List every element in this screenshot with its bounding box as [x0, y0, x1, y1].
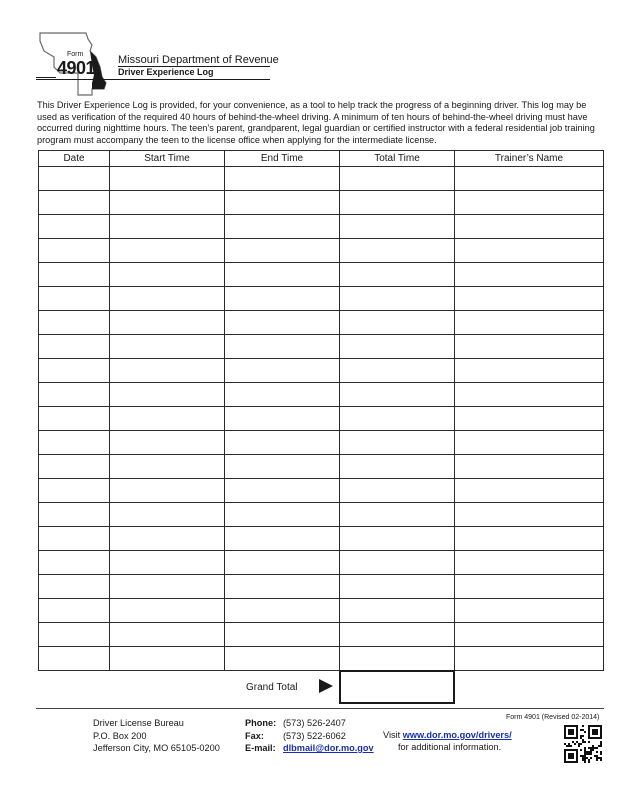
- cell-total-time[interactable]: [340, 311, 455, 335]
- bureau-city: Jefferson City, MO 65105-0200: [93, 743, 220, 753]
- form-label: Form: [67, 51, 84, 58]
- table-row: [39, 335, 604, 359]
- cell-date[interactable]: [39, 215, 110, 239]
- visit-line: [383, 729, 512, 742]
- table-row: [39, 215, 604, 239]
- cell-end-time[interactable]: [225, 647, 340, 671]
- cell-start-time[interactable]: [110, 575, 225, 599]
- drivers-website-link[interactable]: www.dor.mo.gov/drivers/: [402, 730, 512, 740]
- cell-date[interactable]: [39, 335, 110, 359]
- table-row: [39, 311, 604, 335]
- header-dash: [36, 77, 56, 78]
- cell-date[interactable]: [39, 407, 110, 431]
- cell-date[interactable]: [39, 575, 110, 599]
- cell-start-time[interactable]: [110, 167, 225, 191]
- table-row: [39, 479, 604, 503]
- cell-trainer-name[interactable]: [455, 575, 604, 599]
- cell-end-time[interactable]: [225, 215, 340, 239]
- cell-total-time[interactable]: [340, 383, 455, 407]
- revision-label: Form 4901 (Revised 02-2014): [506, 714, 600, 721]
- cell-total-time[interactable]: [340, 167, 455, 191]
- table-row: [39, 263, 604, 287]
- footer-rule: [36, 708, 604, 709]
- cell-end-time[interactable]: [225, 383, 340, 407]
- cell-total-time[interactable]: [340, 191, 455, 215]
- cell-start-time[interactable]: [110, 551, 225, 575]
- cell-trainer-name[interactable]: [455, 455, 604, 479]
- cell-total-time[interactable]: [340, 503, 455, 527]
- table-row: [39, 551, 604, 575]
- cell-start-time[interactable]: [110, 311, 225, 335]
- column-header-date: Date: [39, 151, 110, 167]
- cell-end-time[interactable]: [225, 359, 340, 383]
- column-header-trainer-name: Trainer’s Name: [455, 151, 604, 167]
- cell-total-time[interactable]: [340, 431, 455, 455]
- cell-total-time[interactable]: [340, 551, 455, 575]
- cell-start-time[interactable]: [110, 191, 225, 215]
- table-row: [39, 359, 604, 383]
- cell-trainer-name[interactable]: [455, 503, 604, 527]
- table-row: [39, 527, 604, 551]
- cell-start-time[interactable]: [110, 239, 225, 263]
- cell-total-time[interactable]: [340, 359, 455, 383]
- cell-date[interactable]: [39, 479, 110, 503]
- cell-date[interactable]: [39, 647, 110, 671]
- cell-trainer-name[interactable]: [455, 263, 604, 287]
- cell-start-time[interactable]: [110, 215, 225, 239]
- cell-start-time[interactable]: [110, 263, 225, 287]
- cell-end-time[interactable]: [225, 503, 340, 527]
- department-name: Missouri Department of Revenue: [118, 54, 279, 66]
- qr-code-icon: [564, 725, 602, 763]
- grand-total-label: Grand Total: [246, 682, 298, 693]
- table-row: [39, 383, 604, 407]
- table-row: [39, 431, 604, 455]
- visit-suffix: for additional information.: [398, 742, 502, 752]
- cell-total-time[interactable]: [340, 335, 455, 359]
- bureau-po-box: P.O. Box 200: [93, 730, 147, 741]
- cell-total-time[interactable]: [340, 215, 455, 239]
- cell-trainer-name[interactable]: [455, 407, 604, 431]
- cell-date[interactable]: [39, 503, 110, 527]
- table-row: [39, 407, 604, 431]
- cell-end-time[interactable]: [225, 479, 340, 503]
- fax-label: Fax:: [245, 730, 264, 741]
- table-row: [39, 575, 604, 599]
- cell-trainer-name[interactable]: [455, 191, 604, 215]
- cell-end-time[interactable]: [225, 287, 340, 311]
- cell-start-time[interactable]: [110, 431, 225, 455]
- cell-date[interactable]: [39, 383, 110, 407]
- bureau-address: [93, 717, 220, 755]
- cell-trainer-name[interactable]: [455, 551, 604, 575]
- table-row: [39, 191, 604, 215]
- cell-start-time[interactable]: [110, 599, 225, 623]
- cell-date[interactable]: [39, 431, 110, 455]
- cell-total-time[interactable]: [340, 239, 455, 263]
- cell-start-time[interactable]: [110, 503, 225, 527]
- cell-total-time[interactable]: [340, 575, 455, 599]
- cell-trainer-name[interactable]: [455, 335, 604, 359]
- cell-date[interactable]: [39, 287, 110, 311]
- cell-trainer-name[interactable]: [455, 647, 604, 671]
- column-header-start-time: Start Time: [110, 151, 225, 167]
- cell-trainer-name[interactable]: [455, 431, 604, 455]
- table-row: [39, 503, 604, 527]
- cell-end-time[interactable]: [225, 551, 340, 575]
- cell-date[interactable]: [39, 359, 110, 383]
- cell-date[interactable]: [39, 167, 110, 191]
- table-row: [39, 599, 604, 623]
- cell-total-time[interactable]: [340, 455, 455, 479]
- cell-end-time[interactable]: [225, 263, 340, 287]
- cell-end-time[interactable]: [225, 311, 340, 335]
- cell-total-time[interactable]: [340, 647, 455, 671]
- cell-end-time[interactable]: [225, 527, 340, 551]
- phone-value: (573) 526-2407: [283, 718, 346, 728]
- log-table: [38, 150, 604, 671]
- cell-start-time[interactable]: [110, 407, 225, 431]
- cell-start-time[interactable]: [110, 647, 225, 671]
- arrow-right-icon: [318, 678, 334, 694]
- email-link[interactable]: dlbmail@dor.mo.gov: [283, 743, 374, 753]
- cell-start-time[interactable]: [110, 383, 225, 407]
- cell-trainer-name[interactable]: [455, 479, 604, 503]
- form-number: 4901: [57, 58, 96, 78]
- cell-date[interactable]: [39, 623, 110, 647]
- cell-trainer-name[interactable]: [455, 383, 604, 407]
- cell-total-time[interactable]: [340, 287, 455, 311]
- cell-date[interactable]: [39, 527, 110, 551]
- grand-total-field[interactable]: [339, 670, 455, 704]
- cell-end-time[interactable]: [225, 623, 340, 647]
- cell-total-time[interactable]: [340, 479, 455, 503]
- cell-trainer-name[interactable]: [455, 287, 604, 311]
- column-header-total-time: Total Time: [340, 151, 455, 167]
- cell-date[interactable]: [39, 311, 110, 335]
- phone-label: Phone:: [245, 718, 277, 728]
- table-row: [39, 647, 604, 671]
- bureau-name: Driver License Bureau: [93, 718, 184, 728]
- cell-start-time[interactable]: [110, 335, 225, 359]
- cell-trainer-name[interactable]: [455, 599, 604, 623]
- header-bottom-rule: [36, 79, 270, 80]
- cell-end-time[interactable]: [225, 167, 340, 191]
- cell-end-time[interactable]: [225, 431, 340, 455]
- cell-total-time[interactable]: [340, 623, 455, 647]
- cell-trainer-name[interactable]: [455, 359, 604, 383]
- table-row: [39, 455, 604, 479]
- cell-end-time[interactable]: [225, 191, 340, 215]
- cell-start-time[interactable]: [110, 527, 225, 551]
- cell-date[interactable]: [39, 455, 110, 479]
- table-row: [39, 239, 604, 263]
- cell-start-time[interactable]: [110, 287, 225, 311]
- table-header-row: [39, 151, 604, 167]
- cell-end-time[interactable]: [225, 575, 340, 599]
- cell-trainer-name[interactable]: [455, 311, 604, 335]
- cell-trainer-name[interactable]: [455, 623, 604, 647]
- page-title: Driver Experience Log: [118, 67, 214, 77]
- cell-trainer-name[interactable]: [455, 527, 604, 551]
- table-row: [39, 287, 604, 311]
- cell-date[interactable]: [39, 263, 110, 287]
- email-label: E-mail:: [245, 743, 276, 753]
- cell-trainer-name[interactable]: [455, 239, 604, 263]
- contact-info: [245, 717, 374, 755]
- cell-end-time[interactable]: [225, 335, 340, 359]
- cell-date[interactable]: [39, 599, 110, 623]
- intro-paragraph: This Driver Experience Log is provided, for your convenience, as a tool to help track the progress of a beginning driver. This log may be used as verification of the required 40 hours of behind-the-wheel driving. A minimum of ten hours of behind-the-wheel driving must have occurred during nighttime hours. The teen’s parent, grandparent, legal guardian or certified instructor with a federal residential job training program must accompany the teen to the license office when applying for the intermediate license.: [37, 100, 595, 146]
- table-row: [39, 167, 604, 191]
- cell-trainer-name[interactable]: [455, 215, 604, 239]
- cell-end-time[interactable]: [225, 599, 340, 623]
- cell-start-time[interactable]: [110, 359, 225, 383]
- cell-end-time[interactable]: [225, 239, 340, 263]
- cell-date[interactable]: [39, 239, 110, 263]
- column-header-end-time: End Time: [225, 151, 340, 167]
- cell-date[interactable]: [39, 551, 110, 575]
- cell-total-time[interactable]: [340, 599, 455, 623]
- cell-total-time[interactable]: [340, 407, 455, 431]
- cell-end-time[interactable]: [225, 407, 340, 431]
- cell-start-time[interactable]: [110, 479, 225, 503]
- cell-date[interactable]: [39, 191, 110, 215]
- cell-trainer-name[interactable]: [455, 167, 604, 191]
- cell-start-time[interactable]: [110, 623, 225, 647]
- fax-value: (573) 522-6062: [283, 730, 346, 741]
- cell-start-time[interactable]: [110, 455, 225, 479]
- cell-total-time[interactable]: [340, 527, 455, 551]
- table-row: [39, 623, 604, 647]
- cell-total-time[interactable]: [340, 263, 455, 287]
- cell-end-time[interactable]: [225, 455, 340, 479]
- visit-prefix: Visit: [383, 730, 403, 740]
